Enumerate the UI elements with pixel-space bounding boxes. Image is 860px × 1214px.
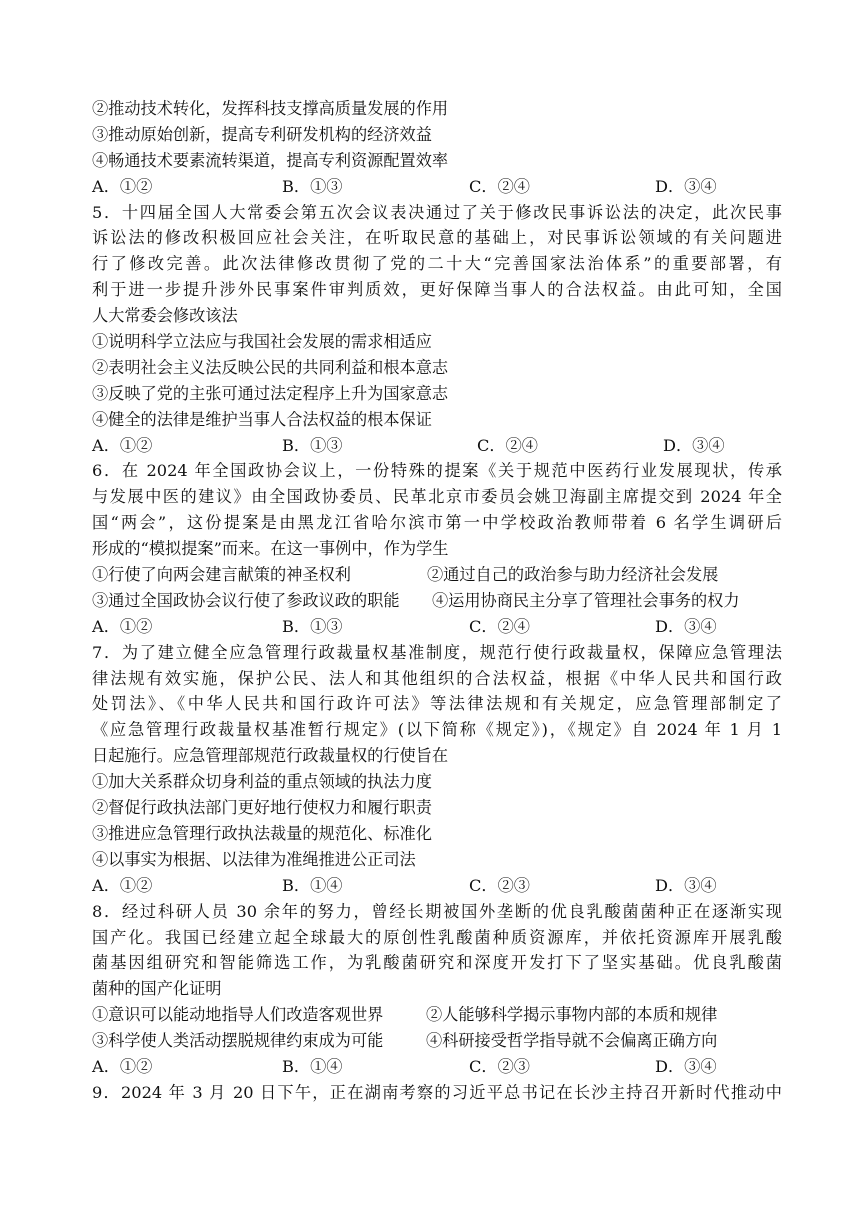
q5-item-1: ①说明科学立法应与我国社会发展的需求相适应 (92, 332, 432, 352)
q5-option-a[interactable]: A．①② (92, 435, 153, 455)
q9-stem-line: 9．2024 年 3 月 20 日下午，正在湖南考察的习近平总书记在长沙主持召开新时代推动中 (92, 1082, 782, 1102)
q6-item-3: ③通过全国政协会议行使了参政议政的职能 (92, 590, 400, 610)
q4-options (92, 174, 782, 200)
q5-stem-line: 利于进一步提升涉外民事案件审判质效，更好保障当事人的合法权益。由此可知，全国 (92, 280, 782, 300)
q5-option-d[interactable]: D．③④ (663, 435, 725, 455)
q8-option-d[interactable]: D．③④ (655, 1056, 717, 1076)
q7-option-b[interactable]: B．①④ (282, 875, 343, 895)
q5-stem-line: 人大常委会修改该法 (92, 306, 238, 326)
q4-option-c[interactable]: C．②④ (469, 176, 530, 196)
q4-option-b[interactable]: B．①③ (282, 176, 343, 196)
q7-stem-line: 律法规有效实施，保护公民、法人和其他组织的合法权益，根据《中华人民共和国行政 (92, 668, 782, 688)
q6-item-4: ④运用协商民主分享了管理社会事务的权力 (432, 590, 740, 610)
q6-stem-line: 形成的“模拟提案”而来。在这一事例中，作为学生 (92, 539, 449, 559)
page-content (92, 96, 782, 1106)
q6-items-row (92, 562, 782, 588)
q6-option-d[interactable]: D．③④ (655, 616, 717, 636)
q7-item-2: ②督促行政执法部门更好地行使权力和履行职责 (92, 798, 432, 818)
q4-option-d[interactable]: D．③④ (655, 176, 717, 196)
q4-item-2: ②推动技术转化，发挥科技支撑高质量发展的作用 (92, 99, 449, 118)
q4-item-4: ④畅通技术要素流转渠道，提高专利资源配置效率 (92, 150, 449, 170)
q6-options (92, 614, 782, 640)
q5-options (92, 433, 782, 459)
question-7 (92, 640, 782, 899)
q6-stem-line: 6．在 2024 年全国政协会议上，一份特殊的提案《关于规范中医药行业发展现状，传承 (92, 461, 782, 481)
q8-items-row (92, 1028, 782, 1054)
q4-item-3: ③推动原始创新，提高专利研发机构的经济效益 (92, 124, 432, 144)
q5-stem-line: 行了修改完善。此次法律修改贯彻了党的二十大“完善国家法治体系”的重要部署，有 (92, 254, 782, 274)
q5-item-2: ②表明社会主义法反映公民的共同利益和根本意志 (92, 357, 449, 377)
q5-option-c[interactable]: C．②④ (477, 435, 538, 455)
question-8 (92, 899, 782, 1080)
q8-option-c[interactable]: C．②③ (469, 1056, 530, 1076)
q6-items-row (92, 588, 782, 614)
q6-item-1: ①行使了向两会建言献策的神圣权利 (92, 565, 351, 585)
q5-item-3: ③反映了党的主张可通过法定程序上升为国家意志 (92, 383, 449, 403)
question-4-tail (92, 96, 782, 200)
q6-option-a[interactable]: A．①② (92, 616, 153, 636)
q7-option-c[interactable]: C．②③ (469, 875, 530, 895)
q6-option-b[interactable]: B．①③ (282, 616, 343, 636)
q5-option-b[interactable]: B．①③ (282, 435, 343, 455)
q6-stem-line: 与发展中医的建议》由全国政协委员、民革北京市委员会姚卫海副主席提交到 2024 年全 (92, 487, 782, 507)
q7-option-a[interactable]: A．①② (92, 875, 153, 895)
q8-items-row (92, 1002, 782, 1028)
question-5 (92, 200, 782, 459)
q6-item-2: ②通过自己的政治参与助力经济社会发展 (427, 565, 719, 585)
q7-stem-line: 《应急管理行政裁量权基准暂行规定》(以下简称《规定》)，《规定》自 2024 年 1 月 1 (92, 720, 782, 740)
q7-item-3: ③推进应急管理行政执法裁量的规范化、标准化 (92, 823, 432, 843)
q6-option-c[interactable]: C．②④ (469, 616, 530, 636)
question-6 (92, 458, 782, 639)
q5-stem-line: 5．十四届全国人大常委会第五次会议表决通过了关于修改民事诉讼法的决定，此次民事 (92, 202, 782, 222)
q7-stem-line: 日起施行。应急管理部规范行政裁量权的行使旨在 (92, 746, 449, 766)
q7-options (92, 873, 782, 899)
q7-item-1: ①加大关系群众切身利益的重点领域的执法力度 (92, 772, 432, 792)
q8-stem-line: 菌基因组研究和智能筛选工作，为乳酸菌研究和深度开发打下了坚实基础。优良乳酸菌 (92, 953, 782, 973)
question-9 (92, 1080, 782, 1106)
q8-stem-line: 8．经过科研人员 30 余年的努力，曾经长期被国外垄断的优良乳酸菌菌种正在逐渐实现 (92, 901, 782, 921)
q6-stem-line: 国“两会”，这份提案是由黑龙江省哈尔滨市第一中学校政治教师带着 6 名学生调研后 (92, 513, 782, 533)
q8-item-2: ②人能够科学揭示事物内部的本质和规律 (426, 1005, 718, 1025)
q5-stem-line: 诉讼法的修改积极回应社会关注，在听取民意的基础上，对民事诉讼领域的有关问题进 (92, 228, 782, 248)
q8-item-3: ③科学使人类活动摆脱规律约束成为可能 (92, 1031, 384, 1051)
q8-item-1: ①意识可以能动地指导人们改造客观世界 (92, 1005, 384, 1025)
q5-item-4: ④健全的法律是维护当事人合法权益的根本保证 (92, 409, 432, 429)
q7-option-d[interactable]: D．③④ (655, 875, 717, 895)
q7-item-4: ④以事实为根据、以法律为准绳推进公正司法 (92, 849, 416, 869)
q8-item-4: ④科研接受哲学指导就不会偏离正确方向 (426, 1031, 718, 1051)
q4-option-a[interactable]: A．①② (92, 176, 153, 196)
q8-stem-line: 国产化。我国已经建立起全球最大的原创性乳酸菌种质资源库，并依托资源库开展乳酸 (92, 927, 782, 947)
q8-option-a[interactable]: A．①② (92, 1056, 153, 1076)
q8-options (92, 1054, 782, 1080)
q7-stem-line: 处罚法》、《中华人民共和国行政许可法》等法律法规和有关规定，应急管理部制定了 (92, 694, 782, 714)
q7-stem-line: 7．为了建立健全应急管理行政裁量权基准制度，规范行使行政裁量权，保障应急管理法 (92, 642, 782, 662)
q8-stem-line: 菌种的国产化证明 (92, 979, 222, 999)
q8-option-b[interactable]: B．①④ (282, 1056, 343, 1076)
